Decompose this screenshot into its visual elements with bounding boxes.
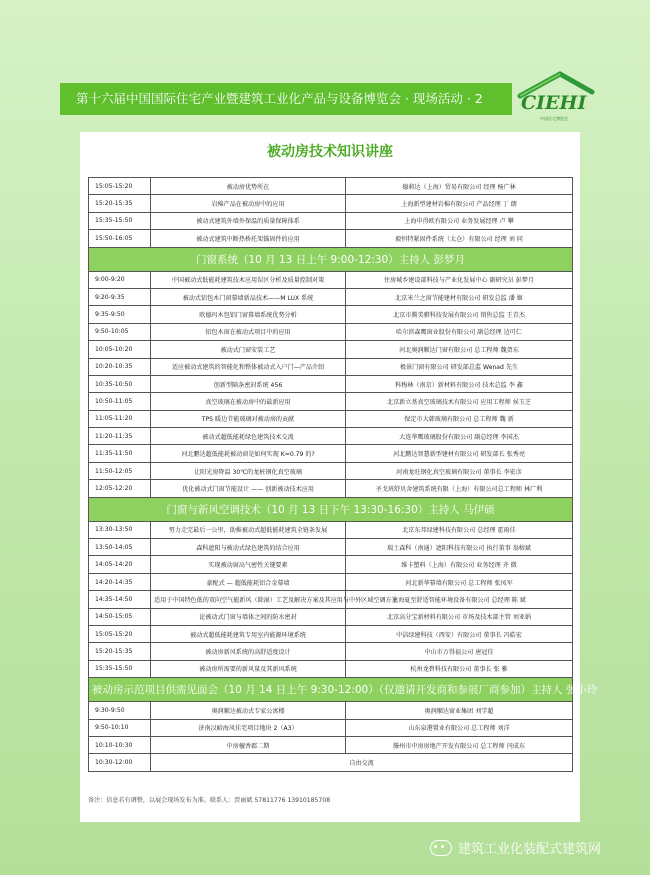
- section-header: 门窗与新风空调技术（10 月 13 日下午 13:30-16:30）主持人 马伊硕: [89, 497, 573, 521]
- table-row: [89, 445, 573, 462]
- table-row: [89, 702, 573, 719]
- topic-cell: 适用于中国特色低的双向空气能新风（除湿）工艺及解决方案及其应用与中外区域空调方案: [151, 591, 346, 608]
- time-cell: 13:50-14:05: [89, 539, 151, 556]
- table-row: [89, 306, 573, 323]
- time-cell: 14:50-15:05: [89, 608, 151, 625]
- topic-cell: 被动式铝包木门窗幕墙新品技术——M LUX 系统: [151, 288, 346, 305]
- speaker-cell: 上海申得欧有限公司 业务发展经理 卢 攀: [346, 212, 573, 229]
- speaker-cell: 中山市万得福公司 唐冠佳: [346, 643, 573, 660]
- time-cell: 11:05-11:20: [89, 410, 151, 427]
- time-cell: 15:20-15:35: [89, 195, 151, 212]
- wechat-icon: [430, 840, 452, 856]
- speaker-cell: 上海新型建材岩棉有限公司 产品经理 丁 朗: [346, 195, 573, 212]
- topic-cell: 被动式门窗安装工艺: [151, 341, 346, 358]
- speaker-cell: 极景门窗有限公司 研发部总监 Wenad 先生: [346, 358, 573, 375]
- speaker-cell: 科梅林（南京）新材料有限公司 技术总监 李 鑫: [346, 375, 573, 392]
- speaker-cell: 上海夏至舒适智能环境设备有限公司 总经理 陈 斌: [346, 591, 573, 608]
- schedule-block-3: [89, 521, 573, 678]
- section-header: 被动房示范项目供需见面会（10 月 14 日上午 9:30-12:00）（仅邀请开发商和参展厂商参加）主持人 张小玲: [89, 678, 573, 702]
- table-row: [89, 230, 573, 247]
- speaker-cell: 山东泉港置业有限公司 总工程师 刘洋: [346, 719, 573, 736]
- topic-cell: 被动房新风系统的高舒适度设计: [151, 643, 346, 660]
- topic-cell: 中国被动式低能耗建筑技术应用误区分析及质量控制对策: [151, 271, 346, 288]
- table-row: [89, 393, 573, 410]
- schedule-block-1: [89, 178, 573, 248]
- topic-cell: 河北鹏达超低能耗被动窗是如何实现 K=0.79 的?: [151, 445, 346, 462]
- header-banner: [60, 83, 512, 115]
- topic-cell: 创新型隔条密封系统 456: [151, 375, 346, 392]
- table-row: [89, 195, 573, 212]
- time-cell: 10:10-10:30: [89, 736, 151, 753]
- speaker-cell: 大连华鹰玻璃股份有限公司 副总经理 李国杰: [346, 428, 573, 445]
- schedule-table: [88, 177, 598, 772]
- speaker-cell: 维卡塑料（上海）有限公司 业务经理 齐 微: [346, 556, 573, 573]
- table-row: [89, 539, 573, 556]
- topic-cell: 豪配式 — 超低能耗铝合金幕墙: [151, 573, 346, 590]
- topic-cell: 欧德玛木包铝门窗幕墙系统优势分析: [151, 306, 346, 323]
- logo-wordmark: CIEHI: [521, 92, 587, 114]
- speaker-cell: 奥润顺达窗业集团 刘学超: [346, 702, 573, 719]
- time-cell: 10:30-12:00: [89, 754, 151, 771]
- table-row: [89, 591, 573, 608]
- table-row: [89, 521, 573, 538]
- time-cell: 15:05-15:20: [89, 178, 151, 195]
- time-cell: 14:20-14:35: [89, 573, 151, 590]
- topic-cell: 实现被动窗高气密性关键要素: [151, 556, 346, 573]
- topic-cell: 铝包木窗在被动式项目中的应用: [151, 323, 346, 340]
- time-cell: 14:35-14:50: [89, 591, 151, 608]
- speaker-cell: 河北鹏达智慧新型建材有限公司 研发部长 张秀亮: [346, 445, 573, 462]
- table-row: [89, 375, 573, 392]
- section-header-row: [89, 497, 573, 521]
- section-header-row: [89, 678, 573, 702]
- topic-cell: 济南汉峪海风佳宅项目地块 2（A3）: [151, 719, 346, 736]
- time-cell: 15:50-16:05: [89, 230, 151, 247]
- time-cell: 11:50-12:05: [89, 462, 151, 479]
- table-row: [89, 178, 573, 195]
- topic-cell: 努力走完最后一公里，助推被动式超低能耗建筑全链条发展: [151, 521, 346, 538]
- section-4: [89, 678, 598, 702]
- speaker-cell: 北京东邦绿建科技有限公司 总经理 霍雨佳: [346, 521, 573, 538]
- speaker-cell: 北京高分宝新材料有限公司 市场及技术部主管 刘亚娟: [346, 608, 573, 625]
- time-cell: 13:30-13:50: [89, 521, 151, 538]
- time-cell: 11:35-11:50: [89, 445, 151, 462]
- table-row: [89, 212, 573, 229]
- section-header: 门窗系统（10 月 13 日上午 9:00-12:30）主持人 彭梦月: [89, 247, 573, 271]
- table-row: [89, 323, 573, 340]
- topic-cell: 论被动式门窗与墙体之间的防水密封: [151, 608, 346, 625]
- time-cell: 14:05-14:20: [89, 556, 151, 573]
- topic-cell: 被动式建筑中断热桥托架锚固件的应用: [151, 230, 346, 247]
- time-cell: 9:00-9:20: [89, 271, 151, 288]
- topic-cell: 被动房优势所在: [151, 178, 346, 195]
- time-cell: 9:35-9:50: [89, 306, 151, 323]
- document-title: 被动房技术知识讲座: [267, 144, 393, 160]
- section-3: [89, 497, 573, 521]
- table-row: [89, 736, 573, 753]
- topic-cell: 被动式超低能耗绿色建筑技术交流: [151, 428, 346, 445]
- speaker-cell: 北京新立基真空玻璃技术有限公司 应用工程师 侯玉芝: [346, 393, 573, 410]
- time-cell: 9:20-9:35: [89, 288, 151, 305]
- time-cell: 9:50-10:10: [89, 719, 151, 736]
- table-row: [89, 462, 573, 479]
- table-row: [89, 341, 573, 358]
- schedule-block-2: [89, 271, 573, 497]
- footnote: 备注：信息若有调整，以展会现场发布为准。联系人：贾丽斌 57811776 13910185708: [88, 797, 331, 804]
- section-header-row: [89, 247, 573, 271]
- topic-cell: 中房檀香郡二期: [151, 736, 346, 753]
- watermark-text: 建筑工业化装配式建筑网: [458, 842, 602, 857]
- time-cell: 11:20-11:35: [89, 428, 151, 445]
- speaker-cell: 哈尔滨森鹰窗业股份有限公司 副总经理 边可仁: [346, 323, 573, 340]
- topic-cell: 森科遮阳与被动式绿色建筑的结合应用: [151, 539, 346, 556]
- time-cell: 15:35-15:50: [89, 660, 151, 677]
- schedule-block-4: [89, 702, 573, 754]
- speaker-cell: 圣戈班舒贝舍建筑系统有限（上海）有限公司总工程师 林广利: [346, 480, 573, 497]
- speaker-cell: 北京米兰之窗节能建材有限公司 研发总监 潘 姬: [346, 288, 573, 305]
- time-cell: 10:50-11:05: [89, 393, 151, 410]
- final-block: [89, 754, 573, 771]
- speaker-cell: 瑞士森科（南通）遮阳科技有限公司 执行董事 翁榕斌: [346, 539, 573, 556]
- time-cell: 15:05-15:20: [89, 625, 151, 642]
- table-row: [89, 480, 573, 497]
- table-row: [89, 410, 573, 427]
- topic-cell: 被动式超低能耗建筑专用室内能源环境系统: [151, 625, 346, 642]
- topic-cell: 奥润顺达被动式专家公寓楼: [151, 702, 346, 719]
- table-row: [89, 719, 573, 736]
- table-row: [89, 358, 573, 375]
- table-row: [89, 754, 573, 771]
- speaker-cell: 住房城乡建设部科技与产业化发展中心 副研究员 彭梦月: [346, 271, 573, 288]
- time-cell: 10:05-10:20: [89, 341, 151, 358]
- time-cell: 9:50-10:05: [89, 323, 151, 340]
- table-row: [89, 625, 573, 642]
- table-row: [89, 660, 573, 677]
- speaker-cell: 毅恒特紧固件系统（太仓）有限公司 经理 刘 同: [346, 230, 573, 247]
- speaker-cell: 中洁绿建科技（西安）有限公司 董事长 冯皓宏: [346, 625, 573, 642]
- time-cell: 9:30-9:50: [89, 702, 151, 719]
- speaker-cell: 保定市大韩玻璃有限公司 总工程师 魏 新: [346, 410, 573, 427]
- time-cell: 10:35-10:50: [89, 375, 151, 392]
- watermark: [430, 838, 601, 857]
- topic-cell: 适应被动式建筑的智能化和整体被动式入户门—产品介绍: [151, 358, 346, 375]
- speaker-cell: 河北新华幕墙有限公司 总工程师 张凤军: [346, 573, 573, 590]
- topic-cell: 被动式建筑外墙外保温的质量保障体系: [151, 212, 346, 229]
- topic-cell: 让阳光房降温 30℃的龙桩钢化真空玻璃: [151, 462, 346, 479]
- speaker-cell: 河南龙旺钢化真空玻璃有限公司 董事长 李宏彦: [346, 462, 573, 479]
- time-cell: 15:35-15:50: [89, 212, 151, 229]
- logo-subtitle: 中国住宅博览会: [540, 116, 568, 121]
- table-row: [89, 608, 573, 625]
- table-row: [89, 271, 573, 288]
- table-row: [89, 428, 573, 445]
- topic-cell: 岩棉产品在被动房中的应用: [151, 195, 346, 212]
- topic-cell: TPS 暖边节能玻璃对被动房的贡献: [151, 410, 346, 427]
- speaker-cell: 滕州市中房房地产开发有限公司 总工程师 闫成东: [346, 736, 573, 753]
- table-row: [89, 288, 573, 305]
- free-exchange-cell: 自由交流: [151, 754, 573, 771]
- time-cell: 12:05-12:20: [89, 480, 151, 497]
- time-cell: 10:20-10:35: [89, 358, 151, 375]
- table-row: [89, 643, 573, 660]
- speaker-cell: 河北奥润顺达门窗有限公司 总工程师 魏贺东: [346, 341, 573, 358]
- table-row: [89, 573, 573, 590]
- speaker-cell: 北京市腾美骐科技发展有限公司 销售总监 王青杰: [346, 306, 573, 323]
- table-row: [89, 556, 573, 573]
- topic-cell: 优化被动式门窗节能设计 —— 创新被动技术应用: [151, 480, 346, 497]
- time-cell: 15:20-15:35: [89, 643, 151, 660]
- speaker-cell: 德莉达（上海）贸易有限公司 经理 杨广林: [346, 178, 573, 195]
- header-title: 第十六届中国国际住宅产业暨建筑工业化产品与设备博览会 · 现场活动 · 2: [76, 91, 483, 106]
- section-2: [89, 247, 573, 271]
- topic-cell: 被动房所需要的新风量及其新风系统: [151, 660, 346, 677]
- topic-cell: 真空玻璃在被动房中的最新应用: [151, 393, 346, 410]
- speaker-cell: 杭州龙碧科技有限公司 董事长 张 雅: [346, 660, 573, 677]
- schedule-table-wrap: [88, 177, 598, 772]
